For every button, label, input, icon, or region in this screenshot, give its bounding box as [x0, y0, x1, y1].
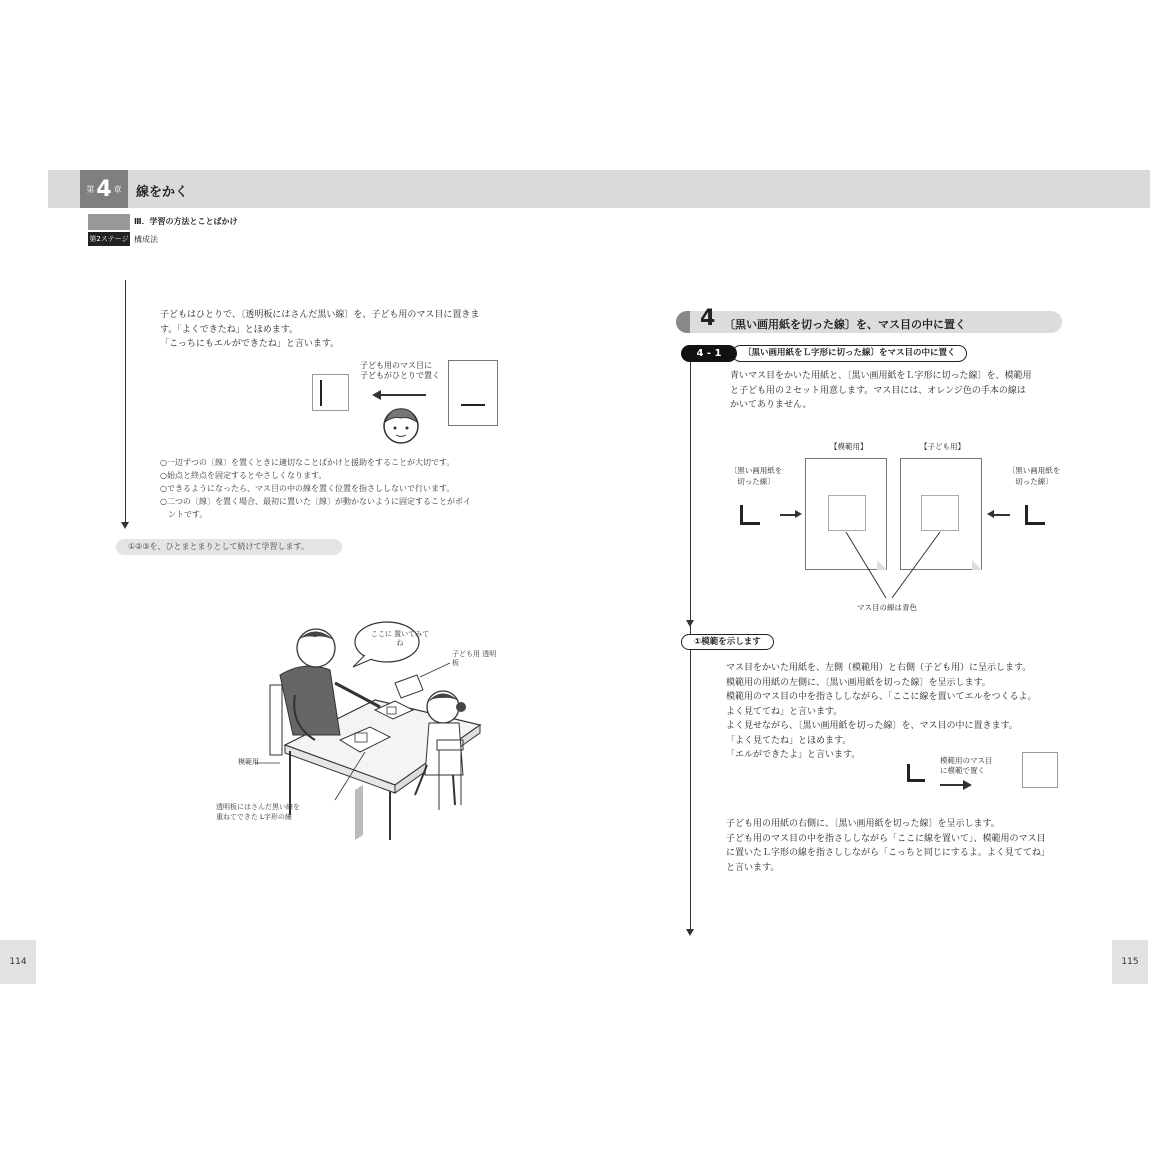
page-number-right: 115 [1112, 940, 1148, 984]
child-place-callout [360, 361, 440, 381]
model-grid-square [828, 495, 866, 531]
text-line: よく見せながら、〔黒い画用紙を切った線〕を、マス目の中に置きます。 [726, 721, 1018, 731]
black-line-piece [461, 404, 485, 406]
model-label: 模範用 [238, 758, 259, 766]
text-line: 子ども用の用紙の右側に、〔黒い画用紙を切った線〕を呈示します。 [726, 819, 1000, 829]
step-1-title: ①模範を示します [681, 634, 774, 650]
section-4-title: 〔黒い画用紙を切った線〕を、マス目の中に置く [724, 318, 966, 331]
section-4-tab [676, 311, 690, 333]
blue-grid-note: マス目の線は青色 [857, 603, 917, 612]
model-sheet-label: 【模範用】 [830, 442, 868, 451]
note-line: ○始点と終点を固定するとやさしくなります。 [160, 471, 327, 480]
stage-label: 構成法 [134, 235, 158, 244]
text-line: よく見ててね」と言います。 [726, 706, 843, 717]
note-line: ○一辺ずつの〔線〕を置くときに適切なことばかけと援助をすることが大切です。 [160, 458, 455, 467]
section-4-number: 4 [700, 306, 716, 331]
flow-arrow-right-1 [686, 620, 694, 627]
flow-arrow-right-2 [686, 929, 694, 936]
label-line: 切った線〕 [737, 477, 775, 486]
child-sheet-label: 【子ども用】 [920, 442, 965, 451]
model-paper [448, 360, 498, 426]
stage-badge: 第2ステージ [88, 232, 130, 246]
black-line-piece [320, 380, 322, 406]
note-line: ○できるようになったら、マス目の中の線を置く位置を指さししないで行います。 [160, 484, 455, 493]
arrow-shaft [940, 784, 964, 786]
chapter-number-box [80, 170, 128, 208]
text-line: 「エルができたよ」と言います。 [726, 750, 861, 760]
arrow-shaft [380, 394, 426, 396]
step-1-body [726, 661, 1071, 763]
right-intro-text [730, 369, 1070, 413]
left-intro-text [160, 308, 505, 352]
model-grid-square [1022, 752, 1058, 788]
summary-pill: ①②③を、ひとまとまりとして続けて学習します。 [116, 539, 342, 555]
cut-line-label-right [1004, 465, 1064, 487]
subsection-number-badge: 4 - 1 [681, 345, 737, 362]
text-line: 「こっちにもエルができたね」と言います。 [160, 339, 340, 349]
arrow-right-icon [795, 510, 802, 518]
transparent-note [216, 802, 300, 822]
child-grid-square [312, 374, 349, 411]
child-face-icon [378, 404, 424, 444]
label-line: 〔黒い画用紙を [729, 466, 783, 475]
text-line: と言います。 [726, 862, 780, 873]
arrow-left-icon [987, 510, 994, 518]
child-grid-square [921, 495, 959, 531]
section-label: Ⅲ．学習の方法とことばかけ [134, 217, 238, 226]
page-number-left: 114 [0, 940, 36, 984]
text-line: かいてありません。 [730, 400, 812, 410]
text-line: す。「よくできたね」とほめます。 [160, 324, 299, 335]
text-line: マス目をかいた用紙を、左側（模範用）と右側（子ども用）に呈示します。 [726, 663, 1032, 673]
note-line: 透明板にはさんだ黒い線を [216, 803, 300, 811]
arrow-shaft [994, 514, 1010, 516]
left-notes [160, 456, 510, 521]
l-shape-piece-icon [907, 764, 925, 782]
text-line: に置いたＬ字形の線を指さししながら「こっちと同じにするよ。よく見ててね」 [726, 848, 1050, 858]
flow-arrow-left [121, 522, 129, 529]
note-line: ○二つの〔線〕を置く場合、最初に置いた〔線〕が動かないように固定することがポイ [160, 497, 471, 506]
chapter-title: 線をかく [136, 185, 189, 200]
note-line: 重ねてできた L字形の線 [216, 813, 292, 821]
chapter-prefix: 第 [86, 184, 95, 194]
callout-line: 模範用のマス目 [940, 756, 993, 765]
l-shape-piece-icon [1025, 505, 1045, 525]
pointer-lines [830, 528, 970, 604]
note-line: ントです。 [160, 510, 208, 519]
text-line: と子ども用の２セット用意します。マス目には、オレンジ色の手本の線は [730, 385, 1026, 396]
text-line: 子ども用のマス目の中を指さししながら「ここに線を置いて」、模範用のマス目 [726, 833, 1046, 844]
speech-bubble-text: ここに 置いてみてね [370, 630, 430, 647]
flow-line-left [125, 280, 126, 524]
callout-line: に模範で置く [940, 766, 985, 775]
text-line: 「よく見てたね」とほめます。 [726, 735, 852, 746]
label-line: 切った線〕 [1015, 477, 1053, 486]
chapter-header-band [48, 170, 1150, 208]
section-marker [88, 214, 130, 230]
chapter-number: 4 [96, 176, 112, 202]
demo-callout [940, 756, 993, 776]
arrow-right-icon [963, 780, 972, 790]
callout-line: 子ども用のマス目に [360, 361, 432, 370]
text-line: 模範用のマス目の中を指さししながら、「ここに線を置いてエルをつくるよ。 [726, 692, 1037, 702]
text-line: 子どもはひとりで、〔透明板にはさんだ黒い線〕を、子ども用のマス目に置きま [160, 310, 480, 320]
text-line: 模範用の用紙の左側に、〔黒い画用紙を切った線〕を呈示します。 [726, 677, 991, 688]
chapter-suffix: 章 [113, 184, 122, 194]
page-curl-icon [972, 560, 982, 570]
subsection-title: 〔黒い画用紙をＬ字形に切った線〕をマス目の中に置く [732, 345, 967, 362]
cut-line-label-left [726, 465, 786, 487]
child-transparent-label: 子ども用 透明板 [452, 650, 497, 667]
step-1-body-continued [726, 817, 1071, 875]
l-shape-piece-icon [740, 505, 760, 525]
callout-line: 子どもがひとりで置く [360, 371, 440, 380]
label-line: 〔黒い画用紙を [1007, 466, 1061, 475]
arrow-shaft [780, 514, 796, 516]
text-line: 青いマス目をかいた用紙と、〔黒い画用紙をＬ字形に切った線〕を、模範用 [730, 371, 1032, 381]
